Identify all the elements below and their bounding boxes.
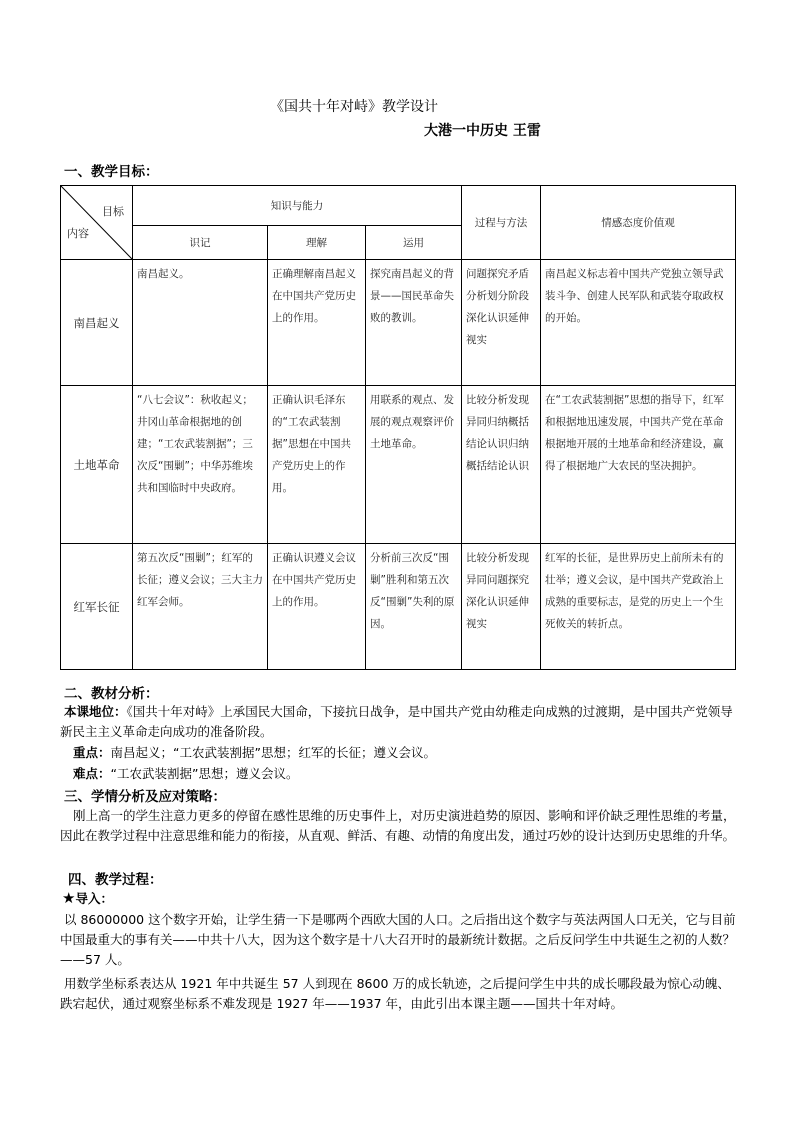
section-heading-textbook: 二、教材分析： (64, 686, 159, 702)
difficult-points-paragraph (60, 764, 740, 784)
diag-label-target: 目标 (102, 205, 124, 218)
cell-apply: 分析前三次反“围剿”胜利和第五次反“围剿”失利的原因。 (366, 544, 462, 670)
header-apply: 运用 (366, 226, 462, 260)
cell-recall: 南昌起义。 (133, 260, 268, 386)
header-process-method: 过程与方法 (462, 186, 541, 260)
cell-emotion: 在“工农武装割据”思想的指导下，红军和根据地迅速发展，中国共产党在革命根据地开展的土地革命和经济建设，赢得了根据地广大农民的坚决拥护。 (541, 386, 736, 544)
key-points-label: 重点： (73, 745, 111, 760)
header-recall: 识记 (133, 226, 268, 260)
section-heading-process: 四、教学过程： (68, 872, 163, 888)
header-emotion-values: 情感态度价值观 (541, 186, 736, 260)
diag-label-content: 内容 (67, 227, 89, 240)
key-points-text: 南昌起义；“工农武装割据”思想；红军的长征；遵义会议。 (110, 745, 436, 760)
course-position-paragraph (60, 702, 740, 742)
cell-apply: 用联系的观点、发展的观点观察评价土地革命。 (366, 386, 462, 544)
difficult-points-text: “工农武装割据”思想；遵义会议。 (110, 766, 299, 781)
diagonal-header-cell (61, 186, 133, 260)
cell-emotion: 南昌起义标志着中国共产党独立领导武装斗争、创建人民军队和武装夺取政权的开始。 (541, 260, 736, 386)
document-title: 《国共十年对峙》教学设计 (270, 99, 438, 115)
cell-apply: 探究南昌起义的背景——国民革命失败的教训。 (366, 260, 462, 386)
difficult-points-label: 难点： (73, 766, 111, 781)
cell-recall: 第五次反“围剿”；红军的长征；遵义会议；三大主力红军会师。 (133, 544, 268, 670)
row-label: 土地革命 (61, 386, 133, 544)
course-position-label: 本课地位： (64, 704, 127, 719)
cell-process: 比较分析发现异同问题探究深化认识延伸视实 (462, 544, 541, 670)
students-analysis-paragraph: 刚上高一的学生注意力更多的停留在感性思维的历史事件上，对历史演进趋势的原因、影响和评价缺乏理性思维的考量，因此在教学过程中注意思维和能力的衔接，从直观、鲜活、有趣、动情的角度出发，通过巧妙的设计达到历史思维的升华。 (60, 808, 736, 843)
intro-paragraph-1: 以 86000000 这个数字开始，让学生猜一下是哪两个西欧大国的人口。之后指出这个数字与英法两国人口无关，它与目前中国最重大的事有关——中共十八大，因为这个数字是十八大召开时的最新统计数据。之后反问学生中共诞生之初的人数？——57 人。 (60, 912, 736, 967)
row-label: 南昌起义 (61, 260, 133, 386)
row-label: 红军长征 (61, 544, 133, 670)
document-author: 大港一中历史 王雷 (424, 123, 541, 139)
section-heading-objectives: 一、教学目标： (64, 164, 159, 180)
intro-label: 导入： (75, 891, 113, 906)
star-icon: ★ (62, 889, 76, 907)
cell-understand: 正确理解南昌起义在中国共产党历史上的作用。 (268, 260, 366, 386)
intro-heading (62, 888, 742, 909)
table-row (61, 386, 736, 544)
cell-process: 比较分析发现异同归纳概括结论认识归纳概括结论认识 (462, 386, 541, 544)
course-position-text: 《国共十年对峙》上承国民大国命，下接抗日战争，是中国共产党由幼稚走向成熟的过渡期，是中国共产党领导新民主主义革命走向成功的准备阶段。 (60, 704, 733, 739)
objectives-table (60, 185, 736, 670)
cell-recall: “八七会议”：秋收起义；井冈山革命根据地的创建；“工农武装割据”；三次反“围剿”；中华苏维埃共和国临时中央政府。 (133, 386, 268, 544)
table-row (61, 544, 736, 670)
section-heading-students: 三、学情分析及应对策略： (64, 789, 226, 805)
header-understand: 理解 (268, 226, 366, 260)
key-points-paragraph (60, 743, 740, 763)
table-row (61, 260, 736, 386)
intro-paragraph-2: 用数学坐标系表达从 1921 年中共诞生 57 人到现在 8600 万的成长轨迹，之后提问学生中共的成长哪段最为惊心动魄、跌宕起伏，通过观察坐标系不难发现是 1927 年——1937 年，由此引出本课主题——国共十年对峙。 (60, 976, 730, 1011)
header-knowledge-ability: 知识与能力 (133, 186, 462, 226)
cell-emotion: 红军的长征，是世界历史上前所未有的壮举；遵义会议，是中国共产党政治上成熟的重要标志，是党的历史上一个生死攸关的转折点。 (541, 544, 736, 670)
cell-understand: 正确认识毛泽东的“工农武装割据”思想在中国共产党历史上的作用。 (268, 386, 366, 544)
cell-process: 问题探究矛盾分析划分阶段深化认识延伸视实 (462, 260, 541, 386)
cell-understand: 正确认识遵义会议在中国共产党历史上的作用。 (268, 544, 366, 670)
